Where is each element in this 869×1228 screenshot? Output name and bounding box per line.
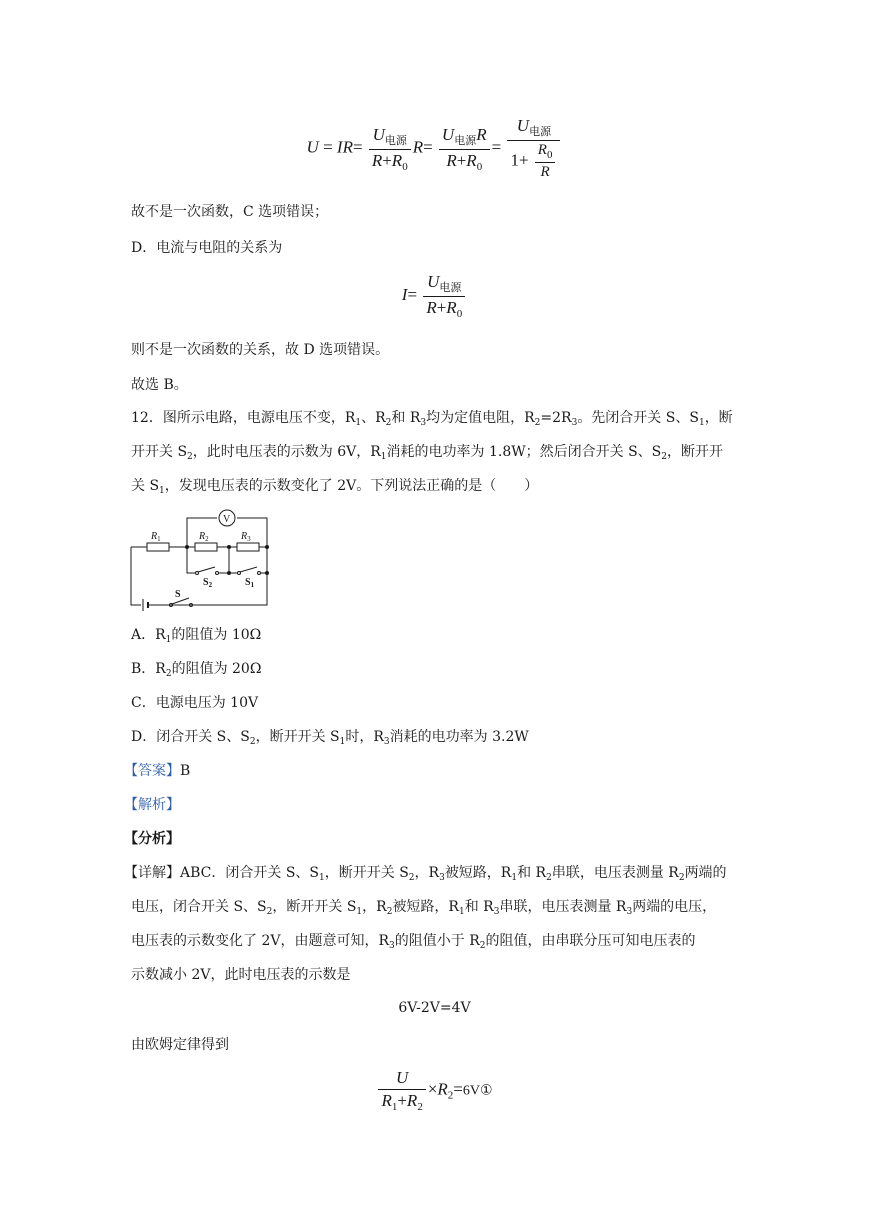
voltmeter-label: V (223, 514, 231, 525)
text-line: 故选 B。 (131, 377, 188, 393)
text-line: 则不是一次函数的关系，故 D 选项错误。 (131, 342, 390, 358)
formula-voltage: U = IR= $\frac{U_{电源}}{R+R_0}$ R= $\frac{U_{电源}R}{R+R_0}$ = $U_{电源}$ 1+ $\frac{R_0}{R}$ (0, 116, 869, 181)
option-a: A．$R_1$的阻值为 10Ω (131, 627, 262, 645)
option-d: D．闭合开关 S、$S_2$，断开开关 $S_1$时，$R_3$消耗的电功率为 3.2W (131, 729, 529, 747)
fraction: $\frac{U_{电源}}{R+R_0}$ (369, 125, 411, 173)
text-line: 故不是一次函数，C 选项错误； (131, 204, 329, 220)
calc-line: 6V-2V=4V (398, 1000, 471, 1016)
answer-line: 【答案】B (124, 763, 191, 779)
option-c: C．电源电压为 10V (131, 695, 259, 711)
fraction: $U_{电源}$ 1+ $\frac{R_0}{R}$ (507, 116, 560, 181)
r3-label: $R_3$ (241, 531, 251, 543)
detail-line: 电压表的示数变化了 2V，由题意可知，$R_3$的阻值小于 $R_2$的阻值，由串联分压可知电压表的 (131, 933, 696, 951)
detail-line: 电压，闭合开关 S、$S_2$，断开开关 $S_1$，$R_2$被短路，$R_1$和 $R_3$串联，电压表测量 $R_3$两端的电压， (131, 899, 717, 917)
formula-ohm: $\frac{U}{R_1+R_2}$ $\times R_2=6V①$ (0, 1068, 869, 1113)
r1-label: $R_1$ (151, 531, 161, 543)
detail-line: 【详解】ABC．闭合开关 S、$S_1$，断开开关 $S_2$，$R_3$被短路，$R_1$和 $R_2$串联，电压表测量 $R_2$两端的 (124, 865, 727, 883)
s1-label: $S_1$ (245, 577, 255, 589)
detail-line: 示数减小 2V，此时电压表的示数是 (131, 967, 351, 983)
fenxi-heading: 【分析】 (124, 831, 180, 847)
question-line: 12．图所示电路，电源电压不变，$R_1$、$R_2$和 $R_3$均为定值电阻，$R_2=2R_3$。先闭合开关 S、$S_1$，断 (131, 410, 733, 428)
formula-current: I= $\frac{U_{电源}}{R+R_0}$ (0, 272, 869, 320)
fraction: $\frac{U_{电源}R}{R+R_0}$ (439, 125, 490, 173)
s-label: S (175, 589, 181, 600)
analysis-heading: 【解析】 (124, 797, 180, 813)
s2-label: $S_2$ (203, 577, 213, 589)
question-line: 关 $S_1$，发现电压表的示数变化了 2V。下列说法正确的是（ ） (131, 478, 539, 496)
question-line: 开开关 $S_2$，此时电压表的示数为 6V，$R_1$消耗的电功率为 1.8W；然后闭合开关 S、$S_2$，断开开 (131, 444, 724, 462)
option-b: B．$R_2$的阻值为 20Ω (131, 661, 262, 679)
text-line: D．电流与电阻的关系为 (131, 240, 283, 256)
circuit-diagram (125, 505, 285, 613)
r2-label: $R_2$ (199, 531, 209, 543)
ohm-line: 由欧姆定律得到 (131, 1037, 229, 1053)
